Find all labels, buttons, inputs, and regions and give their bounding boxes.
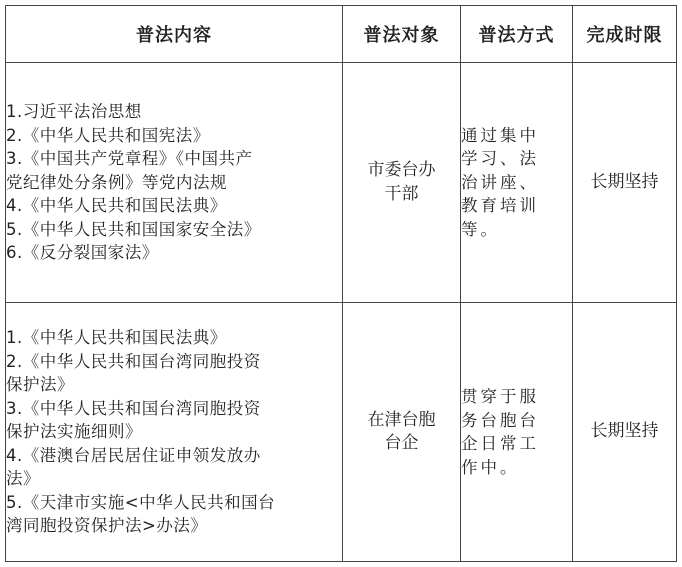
target-line: 干部	[384, 183, 419, 204]
content-line: 6.《反分裂国家法》	[6, 243, 159, 263]
content-line: 党纪律处分条例》等党内法规	[6, 172, 227, 192]
content-line: 2.《中华人民共和国台湾同胞投资	[6, 351, 261, 371]
content-line: 2.《中华人民共和国宪法》	[6, 125, 210, 145]
header-content: 普法内容	[6, 6, 343, 63]
method-line: 治讲座、	[461, 172, 539, 192]
table-row	[6, 63, 677, 303]
row1-method-cell	[461, 63, 573, 303]
method-line: 学习、法	[461, 149, 539, 169]
content-line: 法》	[6, 469, 40, 489]
method-line: 等。	[461, 219, 500, 239]
header-deadline: 完成时限	[573, 6, 677, 63]
method-line: 通过集中	[461, 125, 539, 145]
row2-deadline-cell: 长期坚持	[573, 303, 677, 562]
content-line: 1.习近平法治思想	[6, 102, 142, 122]
law-education-plan-table	[5, 5, 677, 562]
row2-target-cell	[343, 303, 461, 562]
row1-target-cell	[343, 63, 461, 303]
content-line: 3.《中华人民共和国台湾同胞投资	[6, 398, 261, 418]
row1-deadline-cell: 长期坚持	[573, 63, 677, 303]
table-row	[6, 303, 677, 562]
target-line: 台企	[384, 433, 419, 453]
row2-content-cell	[6, 303, 343, 562]
content-line: 4.《中华人民共和国民法典》	[6, 196, 227, 216]
content-line: 5.《中华人民共和国国家安全法》	[6, 219, 261, 239]
content-line: 3.《中国共产党章程》《中国共产	[6, 149, 253, 169]
method-line: 企日常工	[461, 434, 539, 453]
row1-content-cell	[6, 63, 343, 303]
content-line: 5.《天津市实施<中华人民共和国台	[6, 492, 276, 512]
content-line: 1.《中华人民共和国民法典》	[6, 328, 227, 348]
method-line: 贯穿于服	[461, 387, 539, 406]
header-target: 普法对象	[343, 6, 461, 63]
row2-method-cell	[461, 303, 573, 562]
target-line: 市委台办	[367, 160, 436, 180]
method-line: 务台胞台	[461, 410, 539, 430]
content-line: 4.《港澳台居民居住证申领发放办	[6, 445, 261, 465]
method-line: 作中。	[461, 457, 520, 477]
content-line: 保护法实施细则》	[6, 422, 142, 442]
method-line: 教育培训	[461, 196, 539, 216]
target-line: 在津台胞	[367, 409, 436, 430]
content-line: 保护法》	[6, 375, 74, 395]
content-line: 湾同胞投资保护法>办法》	[6, 516, 208, 536]
header-method: 普法方式	[461, 6, 573, 63]
table-header-row	[6, 6, 677, 63]
